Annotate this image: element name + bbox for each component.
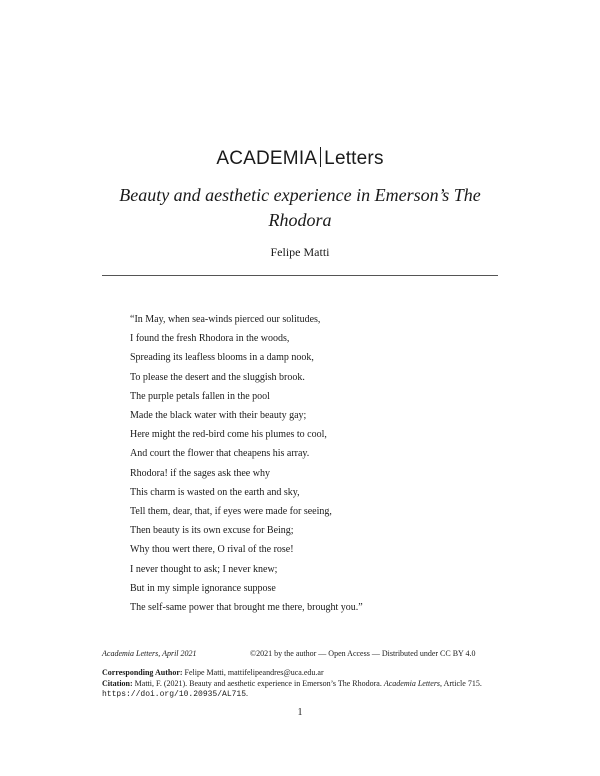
citation-journal: Academia Letters: [383, 678, 441, 688]
correspondence-block: [102, 668, 502, 701]
poem-line: To please the desert and the sluggish brook.: [130, 371, 305, 383]
poem-line: And court the flower that cheapens his array.: [130, 448, 310, 460]
poem-line: I found the fresh Rhodora in the woods,: [130, 333, 290, 345]
author-name: Felipe Matti: [270, 245, 330, 259]
brand-sub: Letters: [324, 148, 384, 169]
license-notice: ©2021 by the author — Open Access — Distributed under CC BY 4.0: [250, 649, 476, 658]
header-divider: [102, 275, 498, 276]
citation: [102, 679, 502, 701]
brand-divider: [320, 147, 321, 167]
corresponding-label: Corresponding Author:: [102, 668, 183, 677]
brand-main: ACADEMIA: [216, 148, 318, 169]
academia-letters-logo: [0, 147, 600, 170]
journal-date: Academia Letters, April 2021: [102, 649, 197, 658]
citation-doi-link[interactable]: https://doi.org/10.20935/AL715: [102, 690, 247, 699]
poem-line: But in my simple ignorance suppose: [130, 582, 276, 594]
poem-line: I never thought to ask; I never knew;: [130, 563, 278, 575]
page-number: 1: [297, 707, 303, 718]
poem-line: Why thou wert there, O rival of the rose!: [130, 544, 294, 556]
paper-title: Beauty and aesthetic experience in Emerson’s The Rhodora: [119, 185, 481, 230]
poem-line: This charm is wasted on the earth and sky,: [130, 486, 300, 498]
poem-block: [130, 310, 490, 617]
citation-end: .: [246, 689, 249, 698]
poem-line: Rhodora! if the sages ask thee why: [130, 467, 270, 479]
poem-line: The purple petals fallen in the pool: [130, 390, 270, 402]
citation-article: , Article 715.: [440, 678, 482, 688]
poem-line: Here might the red-bird come his plumes to cool,: [130, 429, 327, 441]
corresponding-value: Felipe Matti, mattifelipeandres@uca.edu.ar: [184, 668, 324, 677]
poem-line: Tell them, dear, that, if eyes were made for seeing,: [130, 506, 332, 518]
poem-line: The self-same power that brought me there, brought you.”: [130, 602, 363, 614]
poem-line: Then beauty is its own excuse for Being;: [130, 525, 294, 537]
poem-line: “In May, when sea-winds pierced our solitudes,: [130, 314, 321, 325]
corresponding-author: [102, 668, 502, 679]
citation-label: Citation:: [102, 678, 133, 688]
poem-line: Made the black water with their beauty gay;: [130, 410, 307, 422]
poem-line: Spreading its leafless blooms in a damp nook,: [130, 352, 314, 364]
citation-text: Matti, F. (2021). Beauty and aesthetic experience in Emerson’s The Rhodora.: [134, 678, 382, 688]
